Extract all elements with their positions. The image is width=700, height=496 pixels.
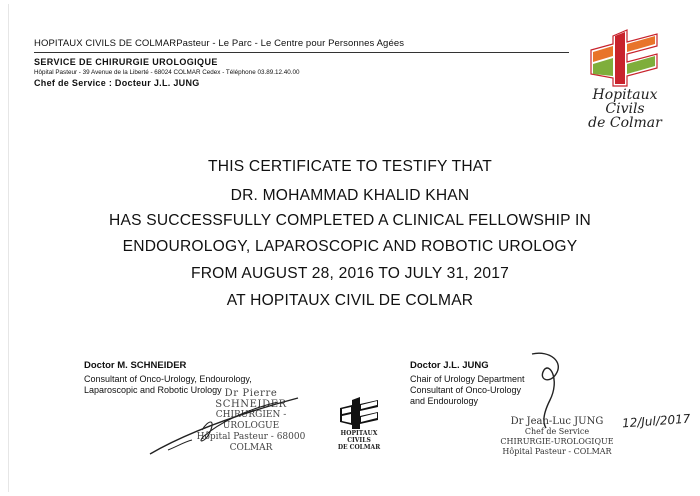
logo-script-line1: Hopitaux Civils (592, 87, 658, 117)
service-name: SERVICE DE CHIRURGIE UROLOGIQUE (34, 57, 218, 67)
left-signatory-title-2: Laparoscopic and Robotic Urology (84, 385, 222, 395)
left-signature (148, 392, 328, 462)
certificate-line-1: THIS CERTIFICATE TO TESTIFY THAT (208, 158, 492, 175)
logo-script-line2: de Colmar (588, 115, 662, 131)
right-signatory-title-2: Consultant of Onco-Urology (410, 385, 522, 395)
certificate-line-6: AT HOPITAUX CIVIL DE COLMAR (226, 292, 474, 309)
center-logo-line-1: HOPITAUX CIVILS (340, 430, 378, 444)
center-hospital-logo (336, 396, 382, 451)
left-stamp-line-1: Dr Pierre SCHNEIDER (215, 388, 287, 410)
center-logo-line-2: DE COLMAR (337, 444, 381, 451)
right-stamp (498, 417, 616, 457)
certificate-line-2: DR. MOHAMMAD KHALID KHAN (230, 187, 470, 204)
right-signatory-name: Doctor J.L. JUNG (410, 360, 489, 371)
left-signatory-name: Doctor M. SCHNEIDER (84, 360, 187, 371)
service-address: Hôpital Pasteur - 39 Avenue de la Liberté - 68024 COLMAR Cedex - Téléphone 03.89.12.40.00 (34, 69, 300, 76)
left-stamp-line-3: Hôpital Pasteur - 68000 COLMAR (196, 432, 306, 453)
handwritten-date: 12/Jul/2017 (621, 411, 691, 431)
left-stamp-line-2: CHIRURGIEN - UROLOGUE (215, 410, 287, 431)
certificate-line-5: FROM AUGUST 28, 2016 TO JULY 31, 2017 (191, 265, 509, 282)
right-signatory-title-1: Chair of Urology Department (410, 374, 525, 384)
institution-line: HOPITAUX CIVILS DE COLMARPasteur - Le Parc - Le Centre pour Personnes Agées (34, 38, 405, 49)
certificate-line-4: ENDOUROLOGY, LAPAROSCOPIC AND ROBOTIC UROLOGY (122, 238, 578, 255)
right-stamp-line-1: Dr Jean-Luc JUNG (510, 416, 604, 427)
left-signatory-title-1: Consultant of Onco-Urology, Endourology, (84, 374, 252, 384)
certificate-line-3: HAS SUCCESSFULLY COMPLETED A CLINICAL FELLOWSHIP IN (109, 212, 591, 229)
chief-of-service: Chef de Service : Docteur J.L. JUNG (34, 78, 200, 88)
hospital-logo (575, 28, 685, 131)
right-stamp-line-4: Hôpital Pasteur - COLMAR (502, 447, 612, 456)
header-rule (34, 52, 569, 53)
right-stamp-line-3: CHIRURGIE-UROLOGIQUE (500, 437, 614, 446)
center-logo-emblem (336, 396, 382, 430)
right-stamp-line-2: Chef de Service (524, 427, 590, 436)
right-signatory-title-3: and Endourology (410, 396, 479, 406)
hospital-logo-emblem (587, 28, 667, 88)
